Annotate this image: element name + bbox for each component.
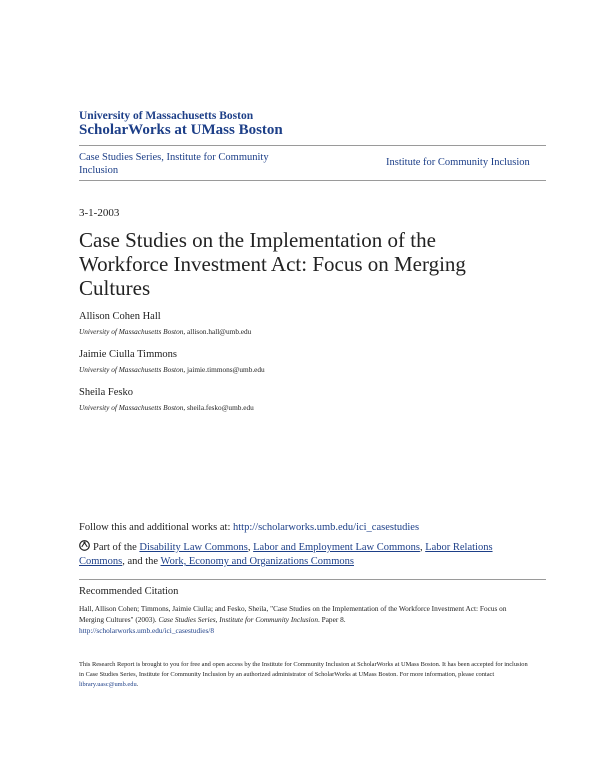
follow-line — [79, 522, 419, 533]
author-email: allison.hall@umb.edu — [187, 327, 252, 336]
author-affiliation: University of Massachusetts Boston, sheila.fesko@umb.edu — [79, 403, 254, 412]
citation-plain: Hall, Allison Cohen; Timmons, Jaimie Ciulla; and Fesko, Sheila, "Case Studies on the Implementation of the Workforce Investment Act: Focus on Merging Cultures" (2003). — [79, 604, 507, 624]
paper-title: Case Studies on the Implementation of the Workforce Investment Act: Focus on Merging Cultures — [79, 228, 466, 300]
disability-law-commons-link[interactable]: Disability Law Commons — [139, 542, 248, 553]
institution-name: University of Massachusetts Boston — [79, 110, 254, 122]
labor-employment-law-commons-link[interactable]: Labor and Employment Law Commons — [253, 542, 420, 553]
series-link[interactable]: Case Studies Series, Institute for Community Inclusion — [79, 152, 269, 176]
separator: , and the — [122, 556, 161, 567]
follow-label: Follow this and additional works at: — [79, 522, 233, 533]
author-email: sheila.fesko@umb.edu — [187, 403, 254, 412]
part-of-line — [79, 540, 529, 569]
work-economy-organizations-commons-link[interactable]: Work, Economy and Organizations Commons — [160, 556, 354, 567]
labor-relations-commons-link[interactable]: Labor Relations Commons — [79, 542, 493, 567]
header-divider — [79, 145, 546, 146]
affiliation-name: University of Massachusetts Boston — [79, 403, 184, 412]
collection-url-link[interactable]: http://scholarworks.umb.edu/ici_casestudies — [233, 522, 420, 533]
author-name: Jaimie Ciulla Timmons — [79, 349, 178, 360]
access-notice-end: . — [136, 681, 139, 688]
citation-text — [79, 603, 529, 636]
access-notice-text: This Research Report is brought to you for free and open access by the Institute for Community Inclusion at ScholarWorks at UMass Boston. It has been accepted for inclusion in Case Studies Series, Institute for Community Inclusion by an authorized administrator of ScholarWorks at UMass Boston. For more information, please contact — [79, 661, 528, 678]
author-affiliation: University of Massachusetts Boston, jaimie.timmons@umb.edu — [79, 365, 265, 374]
publication-date: 3-1-2003 — [79, 207, 120, 219]
separator: , — [419, 542, 426, 553]
citation-heading: Recommended Citation — [79, 586, 179, 597]
citation-series: Case Studies Series, Institute for Community Inclusion — [158, 615, 318, 624]
separator: , — [247, 542, 254, 553]
author-affiliation: University of Massachusetts Boston, allison.hall@umb.edu — [79, 327, 252, 336]
institute-link[interactable]: Institute for Community Inclusion — [386, 157, 530, 168]
series-divider — [79, 180, 546, 181]
citation-paper-number: . Paper 8. — [317, 615, 346, 624]
author-email: jaimie.timmons@umb.edu — [187, 365, 265, 374]
author-name: Allison Cohen Hall — [79, 311, 161, 322]
affiliation-name: University of Massachusetts Boston — [79, 327, 184, 336]
citation-url-link[interactable]: http://scholarworks.umb.edu/ici_casestudies/8 — [79, 626, 214, 635]
commons-network-icon — [79, 540, 90, 551]
contact-email-link[interactable]: library.uasc@umb.edu — [79, 681, 137, 688]
affiliation-name: University of Massachusetts Boston — [79, 365, 184, 374]
repository-name[interactable]: ScholarWorks at UMass Boston — [79, 122, 283, 138]
part-of-prefix: Part of the — [93, 542, 140, 553]
author-name: Sheila Fesko — [79, 387, 133, 398]
access-notice — [79, 660, 534, 690]
citation-divider — [79, 579, 546, 580]
